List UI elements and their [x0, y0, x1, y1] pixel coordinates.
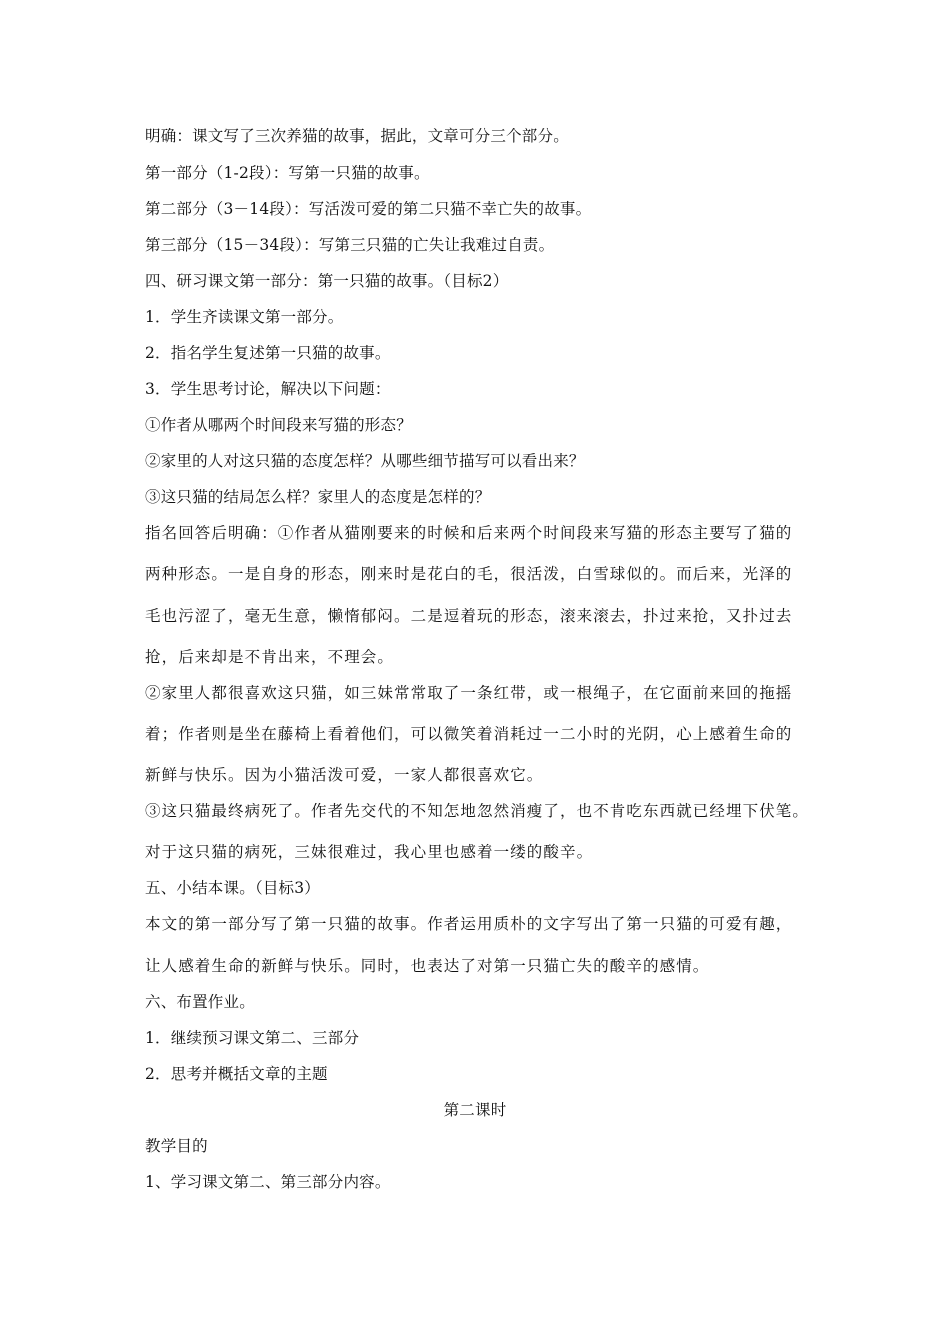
answer-line: 对于这只猫的病死，三妹很难过，我心里也感着一缕的酸辛。 — [145, 843, 594, 861]
question: ②家里的人对这只猫的态度怎样？从哪些细节描写可以看出来？ — [145, 452, 585, 470]
section-heading: 五、小结本课。（目标3） — [145, 879, 321, 897]
answer-line: 抢，后来却是不肯出来，不理会。 — [145, 648, 395, 666]
list-item: 1、学习课文第二、第三部分内容。 — [145, 1173, 391, 1191]
summary-line: 让人感着生命的新鲜与快乐。同时，也表达了对第一只猫亡失的酸辛的感情。 — [145, 957, 710, 975]
list-item: 1．继续预习课文第二、三部分 — [145, 1029, 360, 1047]
section-heading: 四、研习课文第一部分：第一只猫的故事。（目标2） — [145, 272, 509, 290]
answer-line: 指名回答后明确：①作者从猫刚要来的时候和后来两个时间段来写猫的形态主要写了猫的 — [145, 524, 793, 542]
list-item: 2．思考并概括文章的主题 — [145, 1065, 328, 1083]
section-title: 第二课时 — [443, 1101, 507, 1119]
summary-line: 本文的第一部分写了第一只猫的故事。作者运用质朴的文字写出了第一只猫的可爱有趣， — [145, 915, 793, 933]
list-item: 3．学生思考讨论，解决以下问题： — [145, 380, 391, 398]
answer-line: 着；作者则是坐在藤椅上看着他们，可以微笑着消耗过一二小时的光阴，心上感着生命的 — [145, 725, 793, 743]
answer-line: 新鲜与快乐。因为小猫活泼可爱，一家人都很喜欢它。 — [145, 766, 544, 784]
question: ③这只猫的结局怎么样？家里人的态度是怎样的？ — [145, 488, 491, 506]
paragraph: 第二部分（3－14段）：写活泼可爱的第二只猫不幸亡失的故事。 — [145, 200, 592, 218]
answer-line: 两种形态。一是自身的形态，刚来时是花白的毛，很活泼，白雪球似的。而后来，光泽的 — [145, 565, 793, 583]
list-item: 1．学生齐读课文第一部分。 — [145, 308, 344, 326]
paragraph: 明确：课文写了三次养猫的故事，据此，文章可分三个部分。 — [145, 127, 569, 145]
question: ①作者从哪两个时间段来写猫的形态？ — [145, 416, 412, 434]
answer-line: 毛也污涩了，毫无生意，懒惰郁闷。二是逗着玩的形态，滚来滚去，扑过来抢，又扑过去 — [145, 607, 793, 625]
answer-line: ③这只猫最终病死了。作者先交代的不知怎地忽然消瘦了，也不肯吃东西就已经埋下伏笔。 — [145, 802, 810, 820]
paragraph: 第三部分（15－34段）：写第三只猫的亡失让我难过自责。 — [145, 236, 555, 254]
list-item: 2．指名学生复述第一只猫的故事。 — [145, 344, 391, 362]
section-heading: 六、布置作业。 — [145, 993, 255, 1011]
paragraph: 第一部分（1-2段）：写第一只猫的故事。 — [145, 164, 430, 182]
answer-line: ②家里人都很喜欢这只猫，如三妹常常取了一条红带，或一根绳子，在它面前来回的拖摇 — [145, 684, 793, 702]
paragraph: 教学目的 — [145, 1137, 208, 1155]
